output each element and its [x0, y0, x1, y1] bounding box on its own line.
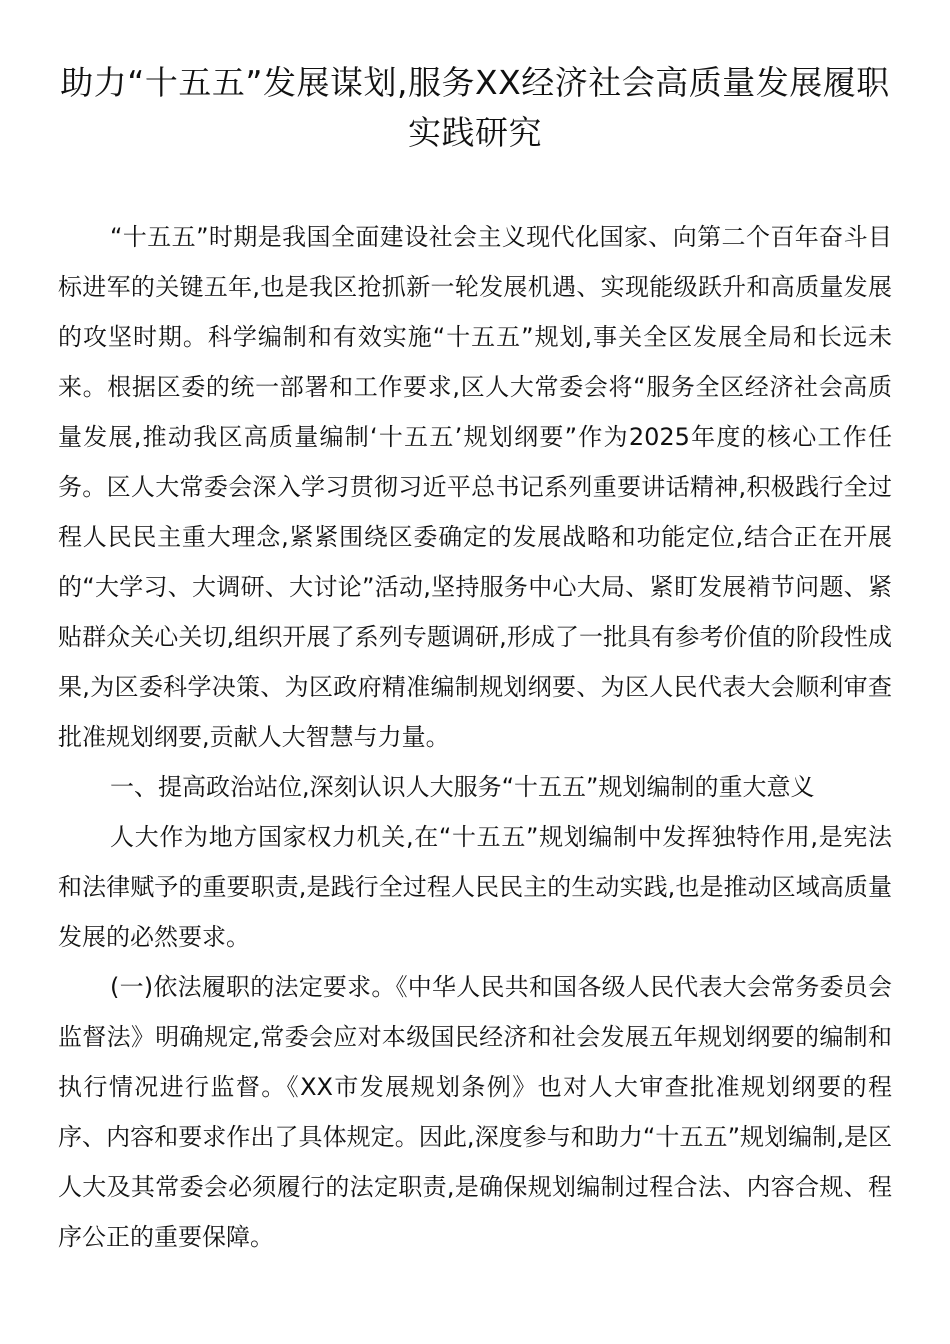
document-title: 助力“十五五”发展谋划,服务XX经济社会高质量发展履职实践研究	[60, 63, 890, 152]
paragraph-subsection-1: (一)依法履职的法定要求。《中华人民共和国各级人民代表大会常务委员会监督法》明确规定,常委会应对本级国民经济和社会发展五年规划纲要的编制和执行情况进行监督。《XX市发展规划条例》也对人大审查批准规划纲要的程序、内容和要求作出了具体规定。因此,深度参与和助力“十五五”规划编制,是区人大及其常委会必须履行的法定职责,是确保规划编制过程合法、内容合规、程序公正的重要保障。	[58, 973, 892, 1251]
paragraph-section-1-intro: 人大作为地方国家权力机关,在“十五五”规划编制中发挥独特作用,是宪法和法律赋予的重要职责,是践行全过程人民民主的生动实践,也是推动区域高质量发展的必然要求。	[58, 823, 892, 951]
document-body	[58, 212, 892, 1262]
section-heading-1: 一、提高政治站位,深刻认识人大服务“十五五”规划编制的重大意义	[110, 773, 815, 801]
paragraph-intro: “十五五”时期是我国全面建设社会主义现代化国家、向第二个百年奋斗目标进军的关键五年,也是我区抢抓新一轮发展机遇、实现能级跃升和高质量发展的攻坚时期。科学编制和有效实施“十五五”规划,事关全区发展全局和长远未来。根据区委的统一部署和工作要求,区人大常委会将“服务全区经济社会高质量发展,推动我区高质量编制‘十五五’规划纲要”作为2025年度的核心工作任务。区人大常委会深入学习贯彻习近平总书记系列重要讲话精神,积极践行全过程人民民主重大理念,紧紧围绕区委确定的发展战略和功能定位,结合正在开展的“大学习、大调研、大讨论”活动,坚持服务中心大局、紧盯发展褃节问题、紧贴群众关心关切,组织开展了系列专题调研,形成了一批具有参考价值的阶段性成果,为区委科学决策、为区政府精准编制规划纲要、为区人民代表大会顺利审查批准规划纲要,贡献人大智慧与力量。	[58, 223, 892, 751]
